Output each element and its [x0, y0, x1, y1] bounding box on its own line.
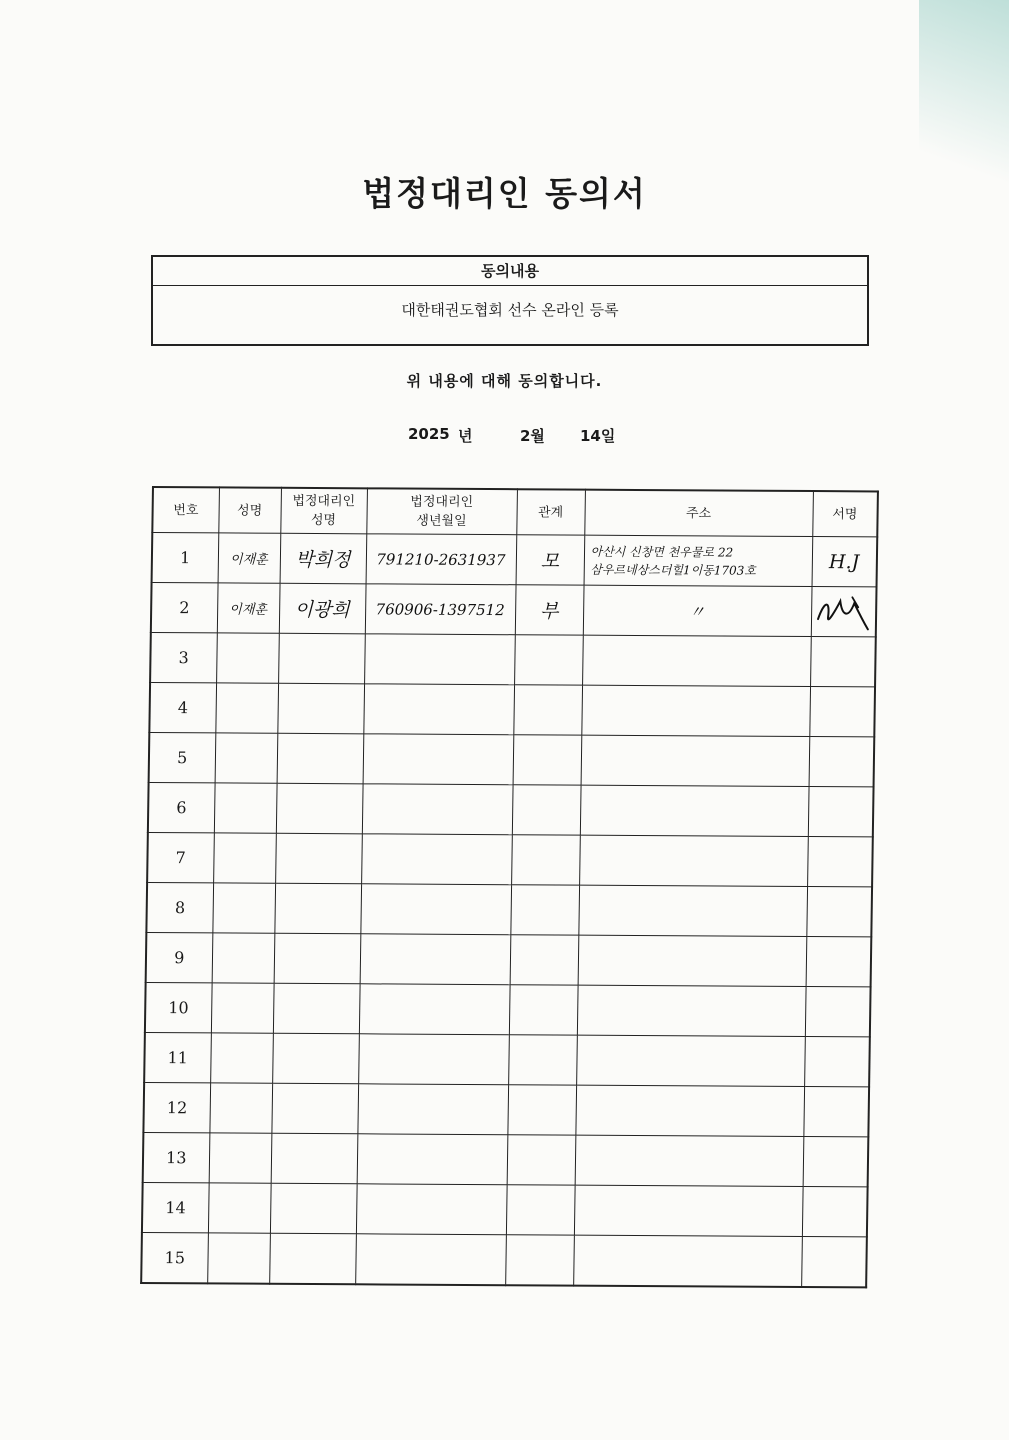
header-no: 번호: [152, 487, 219, 533]
guardian-table-wrap: [140, 486, 877, 1282]
handwritten-name: 이재훈: [229, 602, 268, 618]
table-row: [146, 882, 872, 936]
date-year-unit: 년: [458, 427, 473, 445]
table-row: [149, 733, 875, 787]
table-row: [149, 683, 875, 737]
header-guardian-birth: [366, 488, 517, 534]
handwritten-ditto-mark: 〃: [688, 602, 706, 622]
cell-guardian-name: [280, 533, 367, 584]
table-row: [141, 1232, 867, 1287]
table-row: [151, 583, 877, 637]
cell-no: 4: [149, 683, 216, 733]
handwritten-guardian-name: 이광희: [294, 598, 350, 622]
cell-no: 15: [141, 1232, 208, 1283]
date-day: 14일: [580, 427, 616, 445]
table-header-row: [152, 487, 878, 537]
document-date: [0, 425, 1009, 447]
cell-no: 14: [142, 1182, 209, 1232]
header-address: 주소: [584, 490, 813, 537]
header-guardian-name-line1: 법정대리인: [292, 493, 356, 510]
cell-address: [583, 585, 812, 636]
cell-no: 13: [143, 1132, 210, 1182]
cell-guardian-birth: [365, 584, 516, 635]
cell-signature: [812, 537, 878, 587]
cell-no: 9: [146, 932, 213, 982]
table-row: [152, 533, 878, 587]
cell-no: 11: [144, 1032, 211, 1082]
cell-no: 3: [150, 633, 217, 683]
consent-header: 동의내용: [153, 257, 867, 286]
signature-scribble: [814, 589, 873, 635]
table-row: [143, 1132, 869, 1186]
header-signature: 서명: [812, 491, 878, 537]
handwritten-guardian-birth: 760906-1397512: [375, 600, 505, 620]
header-guardian-name: [280, 488, 367, 534]
cell-no: 10: [145, 982, 212, 1032]
cell-no: 1: [152, 533, 219, 583]
table-row: [148, 783, 874, 837]
guardian-table: [140, 486, 879, 1288]
handwritten-relation: 모: [540, 550, 560, 573]
cell-guardian-name: [279, 583, 366, 634]
table-row: [147, 832, 873, 886]
consent-content: 대한태권도협회 선수 온라인 등록: [401, 301, 619, 319]
table-row: [144, 1032, 870, 1086]
date-year: 2025: [408, 425, 450, 443]
cell-signature: [811, 587, 877, 637]
cell-no: 5: [149, 733, 216, 783]
agreement-statement: 위 내용에 대해 동의합니다.: [406, 372, 603, 390]
handwritten-guardian-birth: 791210-2631937: [376, 550, 506, 570]
cell-no: 7: [147, 832, 214, 882]
cell-no: 8: [146, 882, 213, 932]
table-row: [145, 982, 871, 1036]
table-row: [150, 633, 876, 687]
document-title: 법정대리인 동의서: [362, 174, 647, 213]
handwritten-guardian-name: 박희정: [295, 548, 351, 572]
handwritten-relation: 부: [539, 600, 559, 623]
table-row: [146, 932, 872, 986]
cell-relation: [516, 535, 585, 585]
header-relation: 관계: [516, 489, 585, 535]
cell-name: [217, 583, 280, 633]
header-guardian-birth-line1: 법정대리인: [410, 494, 474, 510]
handwritten-address-line2: 삼우르네상스더힐1이동1703호: [590, 562, 757, 578]
signature-mark: H.J: [828, 550, 860, 573]
date-month: 2월: [520, 427, 545, 445]
cell-no: 6: [148, 783, 215, 833]
header-guardian-name-line2: 성명: [310, 512, 337, 529]
cell-guardian-birth: [366, 534, 517, 585]
cell-no: 2: [151, 583, 218, 633]
cell-no: 12: [143, 1082, 210, 1132]
cell-relation: [515, 585, 584, 635]
header-guardian-birth-line2: 생년월일: [416, 513, 467, 529]
header-name: 성명: [218, 487, 281, 533]
handwritten-address-line1: 아산시 신창면 천우물로 22: [590, 544, 734, 560]
table-row: [142, 1182, 868, 1236]
consent-box: [151, 255, 869, 346]
handwritten-name: 이재훈: [229, 552, 268, 568]
cell-address: [584, 535, 813, 586]
cell-name: [218, 533, 281, 583]
table-row: [143, 1082, 869, 1136]
